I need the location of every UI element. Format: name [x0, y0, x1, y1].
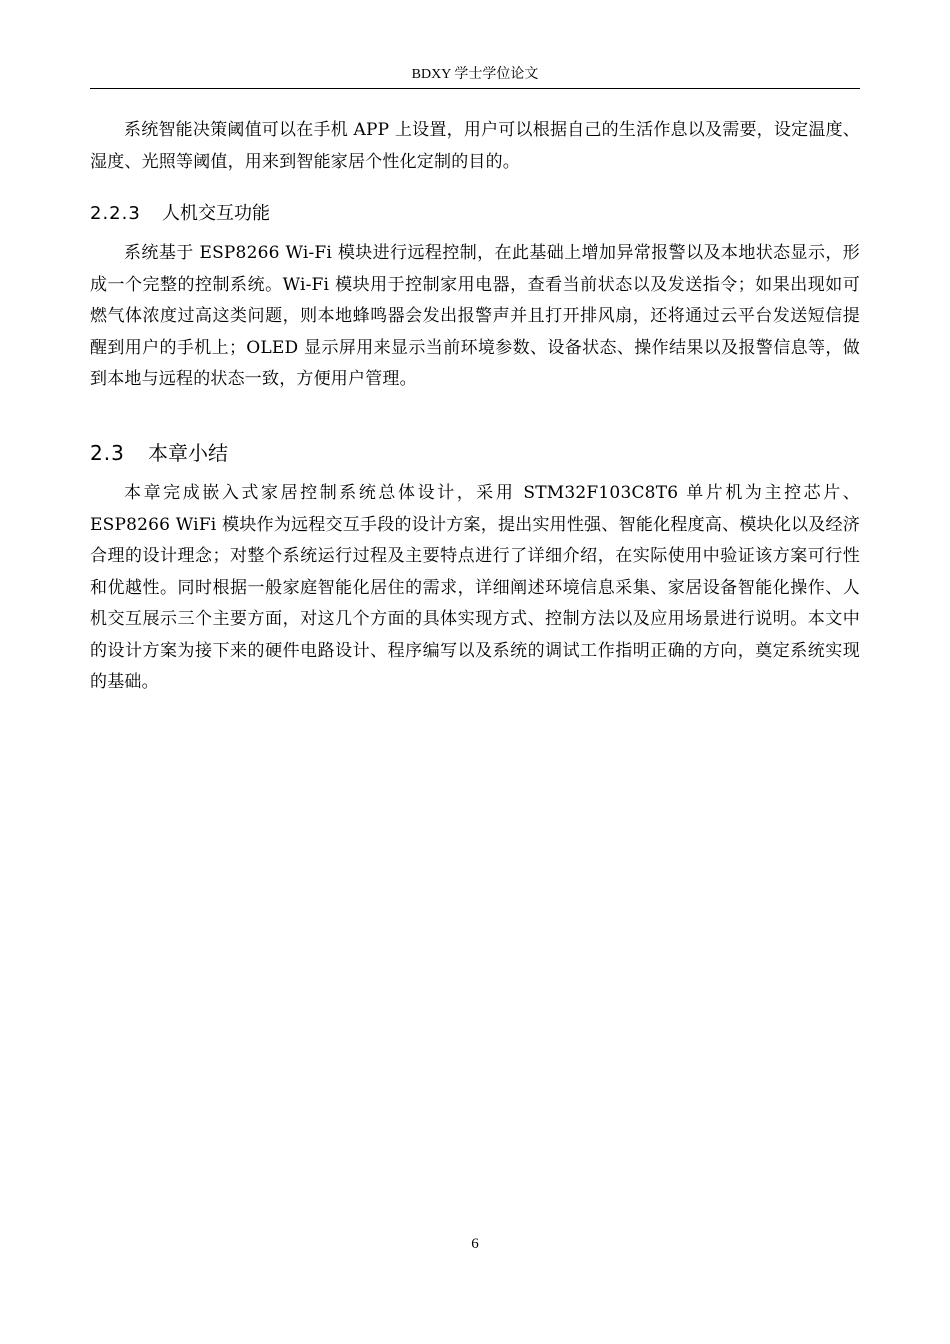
- paragraph-threshold-settings: 系统智能决策阈值可以在手机 APP 上设置，用户可以根据自己的生活作息以及需要，设定温度、湿度、光照等阈值，用来到智能家居个性化定制的目的。: [90, 120, 860, 172]
- paragraph-chapter-summary: 本章完成嵌入式家居控制系统总体设计，采用 STM32F103C8T6 单片机为主控芯片、ESP8266 WiFi 模块作为远程交互手段的设计方案，提出实用性强、智能化程度高、模块化以及经济合理的设计理念；对整个系统运行过程及主要特点进行了详细介绍，在实际使用中验证该方案可行性和优越性。同时根据一般家庭智能化居住的需求，详细阐述环境信息采集、家居设备智能化操作、人机交互展示三个主要方面，对这几个方面的具体实现方式、控制方法以及应用场景进行说明。本文中的设计方案为接下来的硬件电路设计、程序编写以及系统的调试工作指明正确的方向，奠定系统实现的基础。: [90, 483, 860, 692]
- header-title: BDXY 学士学位论文: [411, 67, 539, 82]
- section-title: 本章小结: [148, 441, 228, 465]
- section-heading-2-2-3: [90, 200, 270, 228]
- page-number: 6: [471, 1236, 479, 1252]
- section-heading-2-3: [90, 438, 228, 468]
- paragraph-hci-function: 系统基于 ESP8266 Wi-Fi 模块进行远程控制，在此基础上增加异常报警以及本地状态显示，形成一个完整的控制系统。Wi-Fi 模块用于控制家用电器，查看当前状态以及发送指令；如果出现如可燃气体浓度过高这类问题，则本地蜂鸣器会发出报警声并且打开排风扇，还将通过云平台发送短信提醒到用户的手机上；OLED 显示屏用来显示当前环境参数、设备状态、操作结果以及报警信息等，做到本地与远程的状态一致，方便用户管理。: [90, 243, 860, 389]
- section-number: 2.2.3: [90, 203, 141, 224]
- section-title: 人机交互功能: [162, 203, 270, 224]
- page-header: [90, 66, 860, 89]
- section-number: 2.3: [90, 441, 125, 465]
